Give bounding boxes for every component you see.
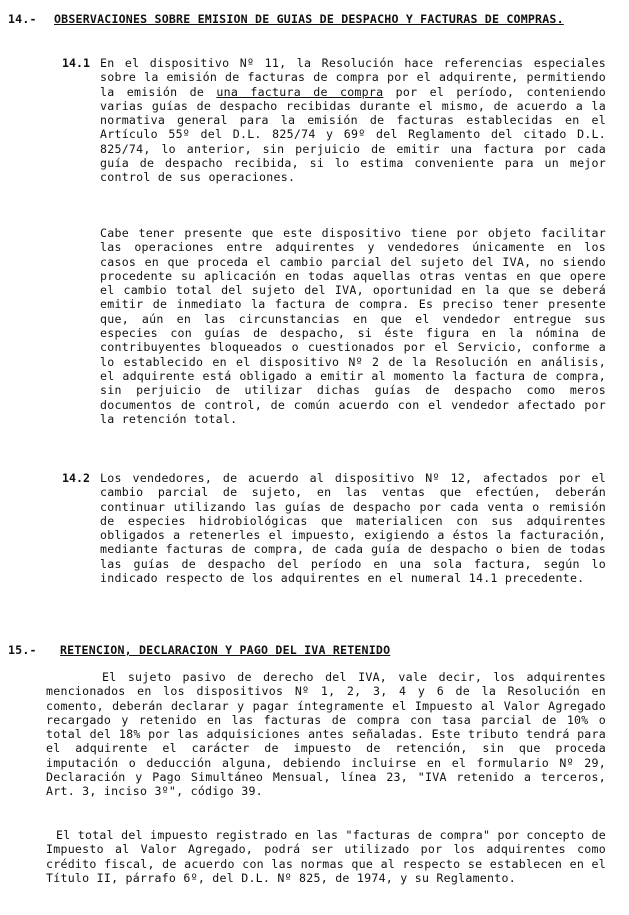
section-14-title: OBSERVACIONES SOBRE EMISION DE GUIAS DE DESPACHO Y FACTURAS DE COMPRAS. (54, 12, 564, 26)
p2-text: Cabe tener presente que este dispositivo tiene por objeto facilitar las operaciones entre adquirentes y vendedores únicamente en los casos en que proceda el cambio parcial del sujeto del IVA, no siendo procedente su aplicación en todas aquellas otras ventas en que opere el cambio total del sujeto del IVA, oportunidad en la que se deberá emitir de inmediato la factura de compra. Es preciso tener presente que, aún en las circunstancias en que el vendedor entregue sus especies con guías de despacho, si éste figura en la nómina de contribuyentes bloqueados o cuestionados por el Servicio, conforme a lo establecido en el dispositivo Nº 2 de la Resolución en análisis, el adquirente está obligado a emitir al momento la factura de compra, sin perjuicio de utilizar dichas guías de despacho como meros documentos de control, de común acuerdo con el vendedor afectado por la retención total. (100, 226, 606, 426)
p1-underlined-text: una factura de compra (216, 84, 384, 99)
section-14-number: 14.- (8, 12, 37, 26)
p1-text-end: por el período, conteniendo varias guías de despacho recibidas durante el mismo, de acuerdo a la normativa general para la emisión de facturas establecidas en el Artículo 55º del D.L. 825/74 y 69º del Reglamento del citado D.L. 825/74, lo anterior, sin perjuicio de emitir una factura por cada guía de despacho recibida, si lo estima conveniente para un mejor control de sus operaciones. (100, 84, 606, 185)
section-15-paragraph-2 (46, 828, 606, 885)
subsection-14-2-paragraph (100, 471, 606, 585)
subsection-14-1-paragraph-1 (100, 56, 606, 185)
subsection-14-1-paragraph-2 (100, 226, 606, 426)
p3-text: Los vendedores, de acuerdo al dispositivo Nº 12, afectados por el cambio parcial de sujeto, en las ventas que efectúen, deberán continuar utilizando las guías de despacho por cada venta o remisión de especies hidrobiológicas que materialicen con sus adquirentes obligados a retenerles el impuesto, exigiendo a éstos la facturación, mediante facturas de compra, de cada guía de despacho o bien de todas las guías de despacho del período en una sola factura, según lo indicado respecto de los adquirentes en el numeral 14.1 precedente. (100, 471, 606, 586)
section-14-heading (8, 12, 613, 42)
section-15-number: 15.- (8, 643, 37, 657)
section-15-heading (8, 643, 613, 659)
p5-text: El total del impuesto registrado en las "facturas de compra" por concepto de Impuesto al Valor Agregado, podrá ser utilizado por los adquirentes como crédito fiscal, de acuerdo con las normas que al respecto se establecen en el Título II, párrafo 6º, del D.L. Nº 825, de 1974, y su Reglamento. (46, 828, 606, 885)
p4-text: El sujeto pasivo de derecho del IVA, vale decir, los adquirentes mencionados en los dispositivos Nº 1, 2, 3, 4 y 6 de la Resolución en comento, deberán declarar y pagar íntegramente el Impuesto al Valor Agregado recargado y retenido en las facturas de compra con tasa parcial de 10% o total del 18% por las adquisiciones antes señaladas. Este tributo tendrá para el adquirente el carácter de impuesto de retención, sin que proceda imputación o deducción alguna, debiendo incluirse en el formulario Nº 29, Declaración y Pago Simultáneo Mensual, línea 23, "IVA retenido a terceros, Art. 3, inciso 3º", código 39. (46, 670, 606, 799)
subsection-14-2-number: 14.2 (62, 471, 90, 485)
subsection-14-1-number: 14.1 (62, 56, 90, 70)
section-15-title: RETENCION, DECLARACION Y PAGO DEL IVA RETENIDO (60, 643, 391, 657)
section-15-paragraph-1 (46, 670, 606, 799)
p1-text-start: En el dispositivo Nº 11, la Resolución hace referencias especiales sobre la emisión de facturas de compra por el adquirente, permitiendo la emisión de (100, 56, 606, 99)
